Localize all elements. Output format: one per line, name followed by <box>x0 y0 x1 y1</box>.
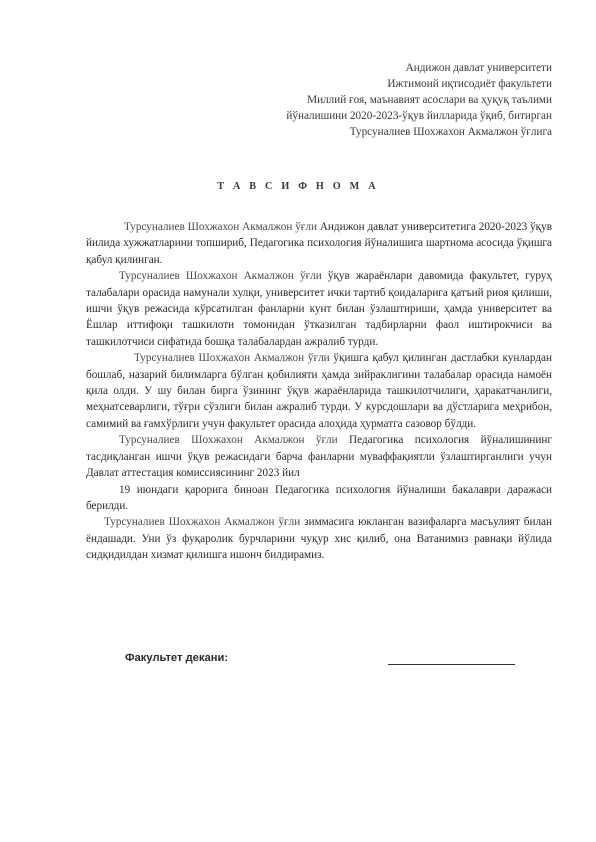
student-name: Турсуналиев Шохжахон Акмалжон ўғли <box>104 516 301 529</box>
student-name: Турсуналиев Шохжахон Акмалжон ўғли <box>134 352 330 365</box>
signature-line <box>388 664 515 665</box>
student-name: Турсуналиев Шохжахон Акмалжон ўғли <box>119 270 322 283</box>
document-title: Т А В С И Ф Н О М А <box>217 181 379 192</box>
paragraph-abilities <box>86 350 552 432</box>
paragraph-text: ўқишга қабул қилинган дастлабки кунлардан бошлаб, назарий билимларга бўлган қобилияти ҳамда зийраклигини талабалар орасида намоён қила олди. У шу билан бирга ўзининг ўқув жараёнларида ташкилотчилиги, ҳаракатчанлиги, меҳнатсеварлиги, тўғри сўзлиги билан ажралиб турди. У курсдошлари ва дўстларига меҳрибон, самимий ва ғамхўрлиги учун факультет орасида алоҳида ҳурматга сазовор бўлди. <box>86 352 552 430</box>
addressee-university: Андижон давлат университети <box>405 62 552 74</box>
student-name: Турсуналиев Шохжахон Акмалжон ўғли <box>119 434 338 447</box>
paragraph-text: ўқув жараёнлари давомида факультет, гуруҳ талабалари орасида намунали хулқи, университет ички тартиб қоидаларига қатъий риоя қилиши, ишчи ўқув режасида кўрсатилган фанларни кунт билан ўзлаштириши, ҳамда университет ва Ёшлар иттифоқи ташкилоти томонидан ўтказилган тадбирларни фаол иштирокчиси ва ташкилотчиси сифатида бошқа талабалардан ажралиб турди. <box>86 270 552 348</box>
dean-signature-block <box>125 652 525 672</box>
student-name: Турсуналиев Шохжахон Акмалжон ўғли <box>124 221 317 233</box>
paragraph-graduation <box>86 432 552 514</box>
addressee-study-years: йўналишини 2020-2023-ўқув йилларида ўқиб, битирган <box>286 110 552 122</box>
dean-label: Факультет декани: <box>125 652 229 664</box>
paragraph-text: Педагогика психология йўналишининг тасдиқланган ишчи ўқув режасидаги барча фанларни муваффақиятли ўзлаштирганлиги учун Давлат аттестация комиссиясининг 2023 йил <box>86 434 552 480</box>
paragraph-recommendation <box>86 514 552 563</box>
addressee-program: Миллий ғоя, маънавият асослари ва ҳуқуқ таълими <box>307 94 552 106</box>
paragraph-conduct <box>86 268 552 350</box>
paragraph-admission <box>86 219 552 268</box>
paragraph-continuation: 19 июндаги қарорига биноан Педагогика психология йўналиши бакалаври даражаси берилди. <box>86 483 552 512</box>
document-body <box>86 219 552 564</box>
paragraph-text: зиммасига юкланган вазифаларга масъулият билан ёндашади. Уни ўз фуқаролик бурчларини чуқур хис қилиб, она Ватанимиз равнақи йўлида сидқидилдан хизмат қилишга ишонч билдирамиз. <box>86 516 552 562</box>
addressee-block <box>192 60 552 140</box>
addressee-name: Турсуналиев Шохжахон Акмалжон ўғлига <box>349 126 552 138</box>
paragraph-text: Андижон давлат университетига 2020-2023 ўқув йилида хужжатларини топшириб, Педагогика психология йўналишига шартнома асосида ўқишга қабул қилинган. <box>86 221 552 266</box>
addressee-faculty: Ижтимоий иқтисодиёт факультети <box>387 78 552 90</box>
